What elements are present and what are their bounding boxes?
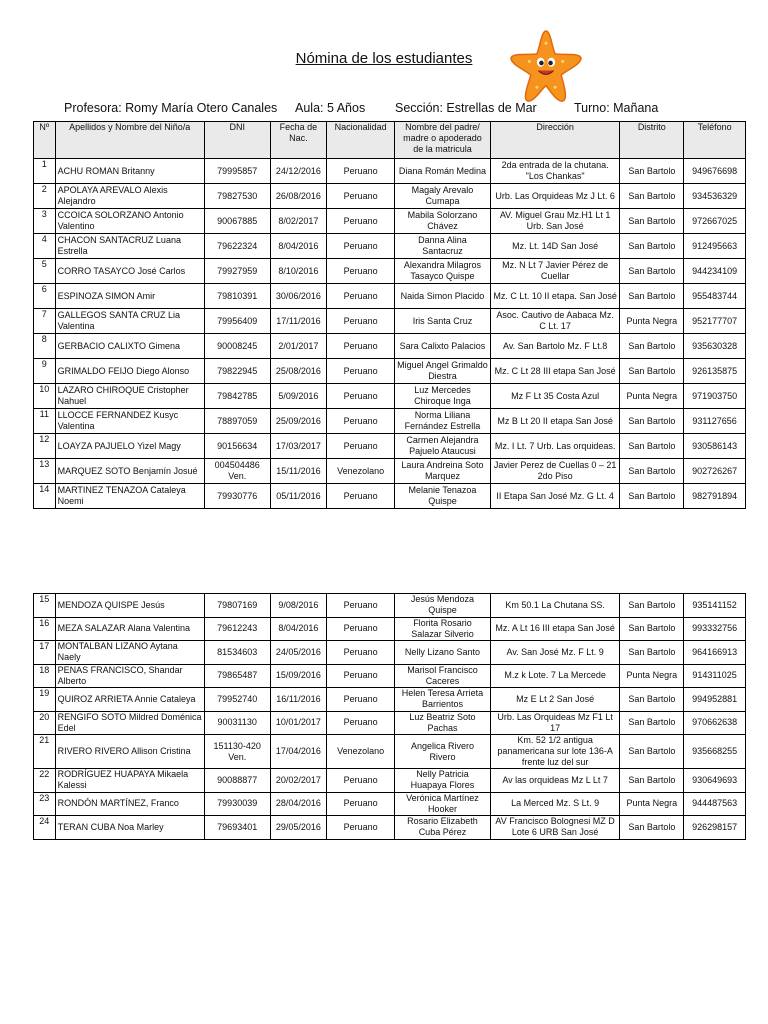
table-row bbox=[34, 594, 746, 618]
birth-date-cell: 26/08/2016 bbox=[270, 184, 327, 209]
row-number-cell: 1 bbox=[34, 159, 56, 184]
district-cell: Punta Negra bbox=[620, 664, 684, 688]
address-cell: 2da entrada de la chutana. "Los Chankas" bbox=[490, 159, 620, 184]
guardian-name-cell: Laura Andreina Soto Marquez bbox=[395, 459, 491, 484]
table-row bbox=[34, 434, 746, 459]
guardian-name-cell: Diana Román Medina bbox=[395, 159, 491, 184]
birth-date-cell: 30/06/2016 bbox=[270, 284, 327, 309]
row-number-cell: 16 bbox=[34, 617, 56, 641]
nationality-cell: Peruano bbox=[327, 688, 395, 712]
guardian-name-cell: Florita Rosario Salazar Silverio bbox=[395, 617, 491, 641]
birth-date-cell: 29/05/2016 bbox=[270, 816, 327, 840]
guardian-name-cell: Alexandra Milagros Tasayco Quispe bbox=[395, 259, 491, 284]
district-cell: San Bartolo bbox=[620, 359, 684, 384]
phone-cell: 972667025 bbox=[684, 209, 746, 234]
address-cell: Mz F Lt 35 Costa Azul bbox=[490, 384, 620, 409]
row-number-cell: 20 bbox=[34, 711, 56, 735]
guardian-name-cell: Jesús Mendoza Quispe bbox=[395, 594, 491, 618]
district-cell: San Bartolo bbox=[620, 641, 684, 665]
nationality-cell: Peruano bbox=[327, 184, 395, 209]
section-label: Sección: Estrellas de Mar bbox=[395, 101, 537, 115]
phone-cell: 935141152 bbox=[684, 594, 746, 618]
address-cell: Mz E Lt 2 San José bbox=[490, 688, 620, 712]
birth-date-cell: 17/03/2017 bbox=[270, 434, 327, 459]
address-cell: Javier Perez de Cuellas 0 – 21 2do Piso bbox=[490, 459, 620, 484]
row-number-cell: 22 bbox=[34, 769, 56, 793]
dni-cell: 004504486 Ven. bbox=[204, 459, 270, 484]
row-number-cell: 8 bbox=[34, 334, 56, 359]
dni-cell: 79995857 bbox=[204, 159, 270, 184]
guardian-name-cell: Verónica Martínez Hooker bbox=[395, 792, 491, 816]
nationality-cell: Peruano bbox=[327, 334, 395, 359]
table-row bbox=[34, 234, 746, 259]
table-row bbox=[34, 334, 746, 359]
student-name-cell: GERBACIO CALIXTO Gimena bbox=[55, 334, 204, 359]
nationality-cell: Peruano bbox=[327, 409, 395, 434]
district-cell: San Bartolo bbox=[620, 409, 684, 434]
dni-cell: 79927959 bbox=[204, 259, 270, 284]
table-row bbox=[34, 359, 746, 384]
dni-cell: 79930776 bbox=[204, 484, 270, 509]
dni-cell: 90067885 bbox=[204, 209, 270, 234]
address-cell: La Merced Mz. S Lt. 9 bbox=[490, 792, 620, 816]
student-name-cell: APOLAYA AREVALO Alexis Alejandro bbox=[55, 184, 204, 209]
district-cell: San Bartolo bbox=[620, 816, 684, 840]
phone-cell: 930649693 bbox=[684, 769, 746, 793]
district-cell: San Bartolo bbox=[620, 617, 684, 641]
birth-date-cell: 25/08/2016 bbox=[270, 359, 327, 384]
phone-cell: 971903750 bbox=[684, 384, 746, 409]
birth-date-cell: 20/02/2017 bbox=[270, 769, 327, 793]
guardian-name-cell: Nelly Patricia Huapaya Flores bbox=[395, 769, 491, 793]
dni-cell: 81534603 bbox=[204, 641, 270, 665]
table-row bbox=[34, 484, 746, 509]
birth-date-cell: 2/01/2017 bbox=[270, 334, 327, 359]
district-cell: San Bartolo bbox=[620, 434, 684, 459]
district-cell: San Bartolo bbox=[620, 594, 684, 618]
table-row bbox=[34, 769, 746, 793]
nationality-cell: Peruano bbox=[327, 159, 395, 184]
row-number-cell: 24 bbox=[34, 816, 56, 840]
table-row bbox=[34, 284, 746, 309]
address-cell: Asoc. Cautivo de Aabaca Mz. C Lt. 17 bbox=[490, 309, 620, 334]
phone-cell: 931127656 bbox=[684, 409, 746, 434]
row-number-cell: 18 bbox=[34, 664, 56, 688]
guardian-name-cell: Magaly Arevalo Cumapa bbox=[395, 184, 491, 209]
birth-date-cell: 9/08/2016 bbox=[270, 594, 327, 618]
student-name-cell: MARQUEZ SOTO Benjamín Josué bbox=[55, 459, 204, 484]
birth-date-cell: 16/11/2016 bbox=[270, 688, 327, 712]
student-name-cell: LLOCCE FERNANDEZ Kusyc Valentina bbox=[55, 409, 204, 434]
phone-cell: 982791894 bbox=[684, 484, 746, 509]
district-cell: San Bartolo bbox=[620, 769, 684, 793]
row-number-cell: 14 bbox=[34, 484, 56, 509]
address-cell: Mz. A Lt 16 III etapa San José bbox=[490, 617, 620, 641]
table-row bbox=[34, 688, 746, 712]
nationality-cell: Peruano bbox=[327, 359, 395, 384]
classroom-label: Aula: 5 Años bbox=[295, 101, 366, 115]
address-cell: Urb. Las Orquideas Mz J Lt. 6 bbox=[490, 184, 620, 209]
starfish-icon bbox=[508, 28, 584, 104]
students-table-2 bbox=[33, 593, 746, 840]
students-table-1 bbox=[33, 121, 746, 509]
student-name-cell: RIVERO RIVERO Allison Cristina bbox=[55, 735, 204, 769]
student-name-cell: LOAYZA PAJUELO Yizel Magy bbox=[55, 434, 204, 459]
phone-cell: 930586143 bbox=[684, 434, 746, 459]
birth-date-cell: 15/11/2016 bbox=[270, 459, 327, 484]
guardian-name-cell: Iris Santa Cruz bbox=[395, 309, 491, 334]
student-name-cell: RONDÓN MARTÍNEZ, Franco bbox=[55, 792, 204, 816]
col-header-name: Apellidos y Nombre del Niño/a bbox=[55, 122, 204, 159]
teacher-label: Profesora: Romy María Otero Canales bbox=[64, 101, 278, 115]
birth-date-cell: 05/11/2016 bbox=[270, 484, 327, 509]
row-number-cell: 6 bbox=[34, 284, 56, 309]
district-cell: San Bartolo bbox=[620, 688, 684, 712]
birth-date-cell: 8/02/2017 bbox=[270, 209, 327, 234]
dni-cell: 79865487 bbox=[204, 664, 270, 688]
student-name-cell: ACHU ROMAN Britanny bbox=[55, 159, 204, 184]
table-row bbox=[34, 259, 746, 284]
student-name-cell: RENGIFO SOTO Mildred Doménica Edel bbox=[55, 711, 204, 735]
guardian-name-cell: Marisol Francisco Caceres bbox=[395, 664, 491, 688]
dni-cell: 79956409 bbox=[204, 309, 270, 334]
nationality-cell: Peruano bbox=[327, 617, 395, 641]
col-header-address: Dirección bbox=[490, 122, 620, 159]
guardian-name-cell: Nelly Lizano Santo bbox=[395, 641, 491, 665]
student-name-cell: PENAS FRANCISCO, Shandar Alberto bbox=[55, 664, 204, 688]
student-name-cell: MONTALBAN LIZANO Aytana Naely bbox=[55, 641, 204, 665]
row-number-cell: 10 bbox=[34, 384, 56, 409]
dni-cell: 79622324 bbox=[204, 234, 270, 259]
nationality-cell: Peruano bbox=[327, 434, 395, 459]
address-cell: Km. 52 1/2 antigua panamericana sur lote 136-A frente luz del sur bbox=[490, 735, 620, 769]
phone-cell: 955483744 bbox=[684, 284, 746, 309]
row-number-cell: 3 bbox=[34, 209, 56, 234]
table-row bbox=[34, 159, 746, 184]
address-cell: Urb. Las Orquideas Mz F1 Lt 17 bbox=[490, 711, 620, 735]
dni-cell: 90008245 bbox=[204, 334, 270, 359]
birth-date-cell: 15/09/2016 bbox=[270, 664, 327, 688]
dni-cell: 79807169 bbox=[204, 594, 270, 618]
table-row bbox=[34, 816, 746, 840]
student-name-cell: MENDOZA QUISPE Jesús bbox=[55, 594, 204, 618]
dni-cell: 79693401 bbox=[204, 816, 270, 840]
birth-date-cell: 5/09/2016 bbox=[270, 384, 327, 409]
dni-cell: 90156634 bbox=[204, 434, 270, 459]
phone-cell: 912495663 bbox=[684, 234, 746, 259]
district-cell: San Bartolo bbox=[620, 711, 684, 735]
dni-cell: 90088877 bbox=[204, 769, 270, 793]
table-row bbox=[34, 209, 746, 234]
nationality-cell: Peruano bbox=[327, 384, 395, 409]
nationality-cell: Peruano bbox=[327, 816, 395, 840]
guardian-name-cell: Carmen Alejandra Pajuelo Ataucusi bbox=[395, 434, 491, 459]
nationality-cell: Peruano bbox=[327, 664, 395, 688]
table-row bbox=[34, 735, 746, 769]
guardian-name-cell: Miguel Angel Grimaldo Diestra bbox=[395, 359, 491, 384]
row-number-cell: 5 bbox=[34, 259, 56, 284]
birth-date-cell: 28/04/2016 bbox=[270, 792, 327, 816]
row-number-cell: 12 bbox=[34, 434, 56, 459]
row-number-cell: 9 bbox=[34, 359, 56, 384]
phone-cell: 934536329 bbox=[684, 184, 746, 209]
col-header-district: Distrito bbox=[620, 122, 684, 159]
phone-cell: 944234109 bbox=[684, 259, 746, 284]
table-row bbox=[34, 711, 746, 735]
row-number-cell: 21 bbox=[34, 735, 56, 769]
guardian-name-cell: Rosario Elizabeth Cuba Pérez bbox=[395, 816, 491, 840]
table-row bbox=[34, 792, 746, 816]
page-title: Nómina de los estudiantes bbox=[295, 50, 473, 67]
shift-label: Turno: Mañana bbox=[574, 101, 659, 115]
col-header-guardian: Nombre del padre/ madre o apoderado de la matricula bbox=[395, 122, 491, 159]
table-row bbox=[34, 384, 746, 409]
phone-cell: 952177707 bbox=[684, 309, 746, 334]
nationality-cell: Venezolano bbox=[327, 459, 395, 484]
row-number-cell: 7 bbox=[34, 309, 56, 334]
district-cell: Punta Negra bbox=[620, 792, 684, 816]
phone-cell: 902726267 bbox=[684, 459, 746, 484]
guardian-name-cell: Helen Teresa Arrieta Barrientos bbox=[395, 688, 491, 712]
table-row bbox=[34, 664, 746, 688]
district-cell: Punta Negra bbox=[620, 384, 684, 409]
phone-cell: 935630328 bbox=[684, 334, 746, 359]
birth-date-cell: 24/05/2016 bbox=[270, 641, 327, 665]
address-cell: Av. San Bartolo Mz. F Lt.8 bbox=[490, 334, 620, 359]
col-header-number: Nº bbox=[34, 122, 56, 159]
row-number-cell: 2 bbox=[34, 184, 56, 209]
col-header-nationality: Nacionalidad bbox=[327, 122, 395, 159]
nationality-cell: Peruano bbox=[327, 309, 395, 334]
phone-cell: 994952881 bbox=[684, 688, 746, 712]
dni-cell: 151130-420 Ven. bbox=[204, 735, 270, 769]
district-cell: San Bartolo bbox=[620, 284, 684, 309]
nationality-cell: Peruano bbox=[327, 792, 395, 816]
student-name-cell: CORRO TASAYCO José Carlos bbox=[55, 259, 204, 284]
row-number-cell: 4 bbox=[34, 234, 56, 259]
address-cell: Av las orquideas Mz L Lt 7 bbox=[490, 769, 620, 793]
row-number-cell: 19 bbox=[34, 688, 56, 712]
guardian-name-cell: Danna Alina Santacruz bbox=[395, 234, 491, 259]
district-cell: San Bartolo bbox=[620, 209, 684, 234]
col-header-dni: DNI bbox=[204, 122, 270, 159]
district-cell: San Bartolo bbox=[620, 735, 684, 769]
birth-date-cell: 10/01/2017 bbox=[270, 711, 327, 735]
birth-date-cell: 24/12/2016 bbox=[270, 159, 327, 184]
row-number-cell: 11 bbox=[34, 409, 56, 434]
table-row bbox=[34, 184, 746, 209]
student-name-cell: QUIROZ ARRIETA Annie Cataleya bbox=[55, 688, 204, 712]
guardian-name-cell: Melanie Tenazoa Quispe bbox=[395, 484, 491, 509]
dni-cell: 79822945 bbox=[204, 359, 270, 384]
birth-date-cell: 17/11/2016 bbox=[270, 309, 327, 334]
address-cell: Mz. N Lt 7 Javier Pérez de Cuellar bbox=[490, 259, 620, 284]
nationality-cell: Peruano bbox=[327, 259, 395, 284]
phone-cell: 949676698 bbox=[684, 159, 746, 184]
birth-date-cell: 25/09/2016 bbox=[270, 409, 327, 434]
phone-cell: 993332756 bbox=[684, 617, 746, 641]
phone-cell: 944487563 bbox=[684, 792, 746, 816]
student-name-cell: TERAN CUBA Noa Marley bbox=[55, 816, 204, 840]
student-name-cell: GRIMALDO FEIJO Diego Alonso bbox=[55, 359, 204, 384]
district-cell: San Bartolo bbox=[620, 234, 684, 259]
district-cell: Punta Negra bbox=[620, 309, 684, 334]
dni-cell: 79842785 bbox=[204, 384, 270, 409]
address-cell: Mz. I Lt. 7 Urb. Las orquideas. bbox=[490, 434, 620, 459]
student-name-cell: CCOICA SOLORZANO Antonio Valentino bbox=[55, 209, 204, 234]
phone-cell: 935668255 bbox=[684, 735, 746, 769]
address-cell: Mz. Lt. 14D San José bbox=[490, 234, 620, 259]
district-cell: San Bartolo bbox=[620, 259, 684, 284]
address-cell: Mz. C Lt. 10 II etapa. San José bbox=[490, 284, 620, 309]
col-header-birthdate: Fecha de Nac. bbox=[270, 122, 327, 159]
row-number-cell: 13 bbox=[34, 459, 56, 484]
dni-cell: 90031130 bbox=[204, 711, 270, 735]
guardian-name-cell: Naida Simon Placido bbox=[395, 284, 491, 309]
guardian-name-cell: Angelica Rivero Rivero bbox=[395, 735, 491, 769]
row-number-cell: 15 bbox=[34, 594, 56, 618]
birth-date-cell: 8/04/2016 bbox=[270, 617, 327, 641]
dni-cell: 79810391 bbox=[204, 284, 270, 309]
table-row bbox=[34, 459, 746, 484]
guardian-name-cell: Mabila Solorzano Chávez bbox=[395, 209, 491, 234]
student-name-cell: CHACON SANTACRUZ Luana Estrella bbox=[55, 234, 204, 259]
address-cell: Mz. C Lt 28 III etapa San José bbox=[490, 359, 620, 384]
phone-cell: 970662638 bbox=[684, 711, 746, 735]
guardian-name-cell: Luz Mercedes Chiroque Inga bbox=[395, 384, 491, 409]
nationality-cell: Peruano bbox=[327, 234, 395, 259]
address-cell: Km 50.1 La Chutana SS. bbox=[490, 594, 620, 618]
student-name-cell: MARTINEZ TENAZOA Cataleya Noemi bbox=[55, 484, 204, 509]
row-number-cell: 23 bbox=[34, 792, 56, 816]
guardian-name-cell: Norma Liliana Fernández Estrella bbox=[395, 409, 491, 434]
address-cell: M.z k Lote. 7 La Mercede bbox=[490, 664, 620, 688]
phone-cell: 914311025 bbox=[684, 664, 746, 688]
district-cell: San Bartolo bbox=[620, 484, 684, 509]
phone-cell: 926135875 bbox=[684, 359, 746, 384]
nationality-cell: Peruano bbox=[327, 484, 395, 509]
row-number-cell: 17 bbox=[34, 641, 56, 665]
student-name-cell: RODRÍGUEZ HUAPAYA Mikaela Kalessi bbox=[55, 769, 204, 793]
nationality-cell: Peruano bbox=[327, 594, 395, 618]
birth-date-cell: 8/10/2016 bbox=[270, 259, 327, 284]
nationality-cell: Peruano bbox=[327, 641, 395, 665]
dni-cell: 79827530 bbox=[204, 184, 270, 209]
nationality-cell: Peruano bbox=[327, 209, 395, 234]
col-header-phone: Teléfono bbox=[684, 122, 746, 159]
dni-cell: 79612243 bbox=[204, 617, 270, 641]
guardian-name-cell: Luz Beatriz Soto Pachas bbox=[395, 711, 491, 735]
guardian-name-cell: Sara Calixto Palacios bbox=[395, 334, 491, 359]
dni-cell: 79930039 bbox=[204, 792, 270, 816]
district-cell: San Bartolo bbox=[620, 334, 684, 359]
phone-cell: 926298157 bbox=[684, 816, 746, 840]
student-name-cell: LAZARO CHIROQUE Cristopher Nahuel bbox=[55, 384, 204, 409]
district-cell: San Bartolo bbox=[620, 159, 684, 184]
student-name-cell: ESPINOZA SIMON Amir bbox=[55, 284, 204, 309]
address-cell: AV. Miguel Grau Mz.H1 Lt 1 Urb. San José bbox=[490, 209, 620, 234]
table-row bbox=[34, 409, 746, 434]
district-cell: San Bartolo bbox=[620, 184, 684, 209]
table-row bbox=[34, 309, 746, 334]
district-cell: San Bartolo bbox=[620, 459, 684, 484]
address-cell: AV Francisco Bolognesi MZ D Lote 6 URB San José bbox=[490, 816, 620, 840]
nationality-cell: Peruano bbox=[327, 769, 395, 793]
phone-cell: 964166913 bbox=[684, 641, 746, 665]
nationality-cell: Peruano bbox=[327, 284, 395, 309]
nationality-cell: Peruano bbox=[327, 711, 395, 735]
birth-date-cell: 8/04/2016 bbox=[270, 234, 327, 259]
table-row bbox=[34, 641, 746, 665]
address-cell: Av. San José Mz. F Lt. 9 bbox=[490, 641, 620, 665]
student-name-cell: MEZA SALAZAR Alana Valentina bbox=[55, 617, 204, 641]
birth-date-cell: 17/04/2016 bbox=[270, 735, 327, 769]
nationality-cell: Venezolano bbox=[327, 735, 395, 769]
table-row bbox=[34, 617, 746, 641]
address-cell: II Etapa San José Mz. G Lt. 4 bbox=[490, 484, 620, 509]
address-cell: Mz B Lt 20 II etapa San José bbox=[490, 409, 620, 434]
dni-cell: 79952740 bbox=[204, 688, 270, 712]
dni-cell: 78897059 bbox=[204, 409, 270, 434]
student-name-cell: GALLEGOS SANTA CRUZ Lia Valentina bbox=[55, 309, 204, 334]
